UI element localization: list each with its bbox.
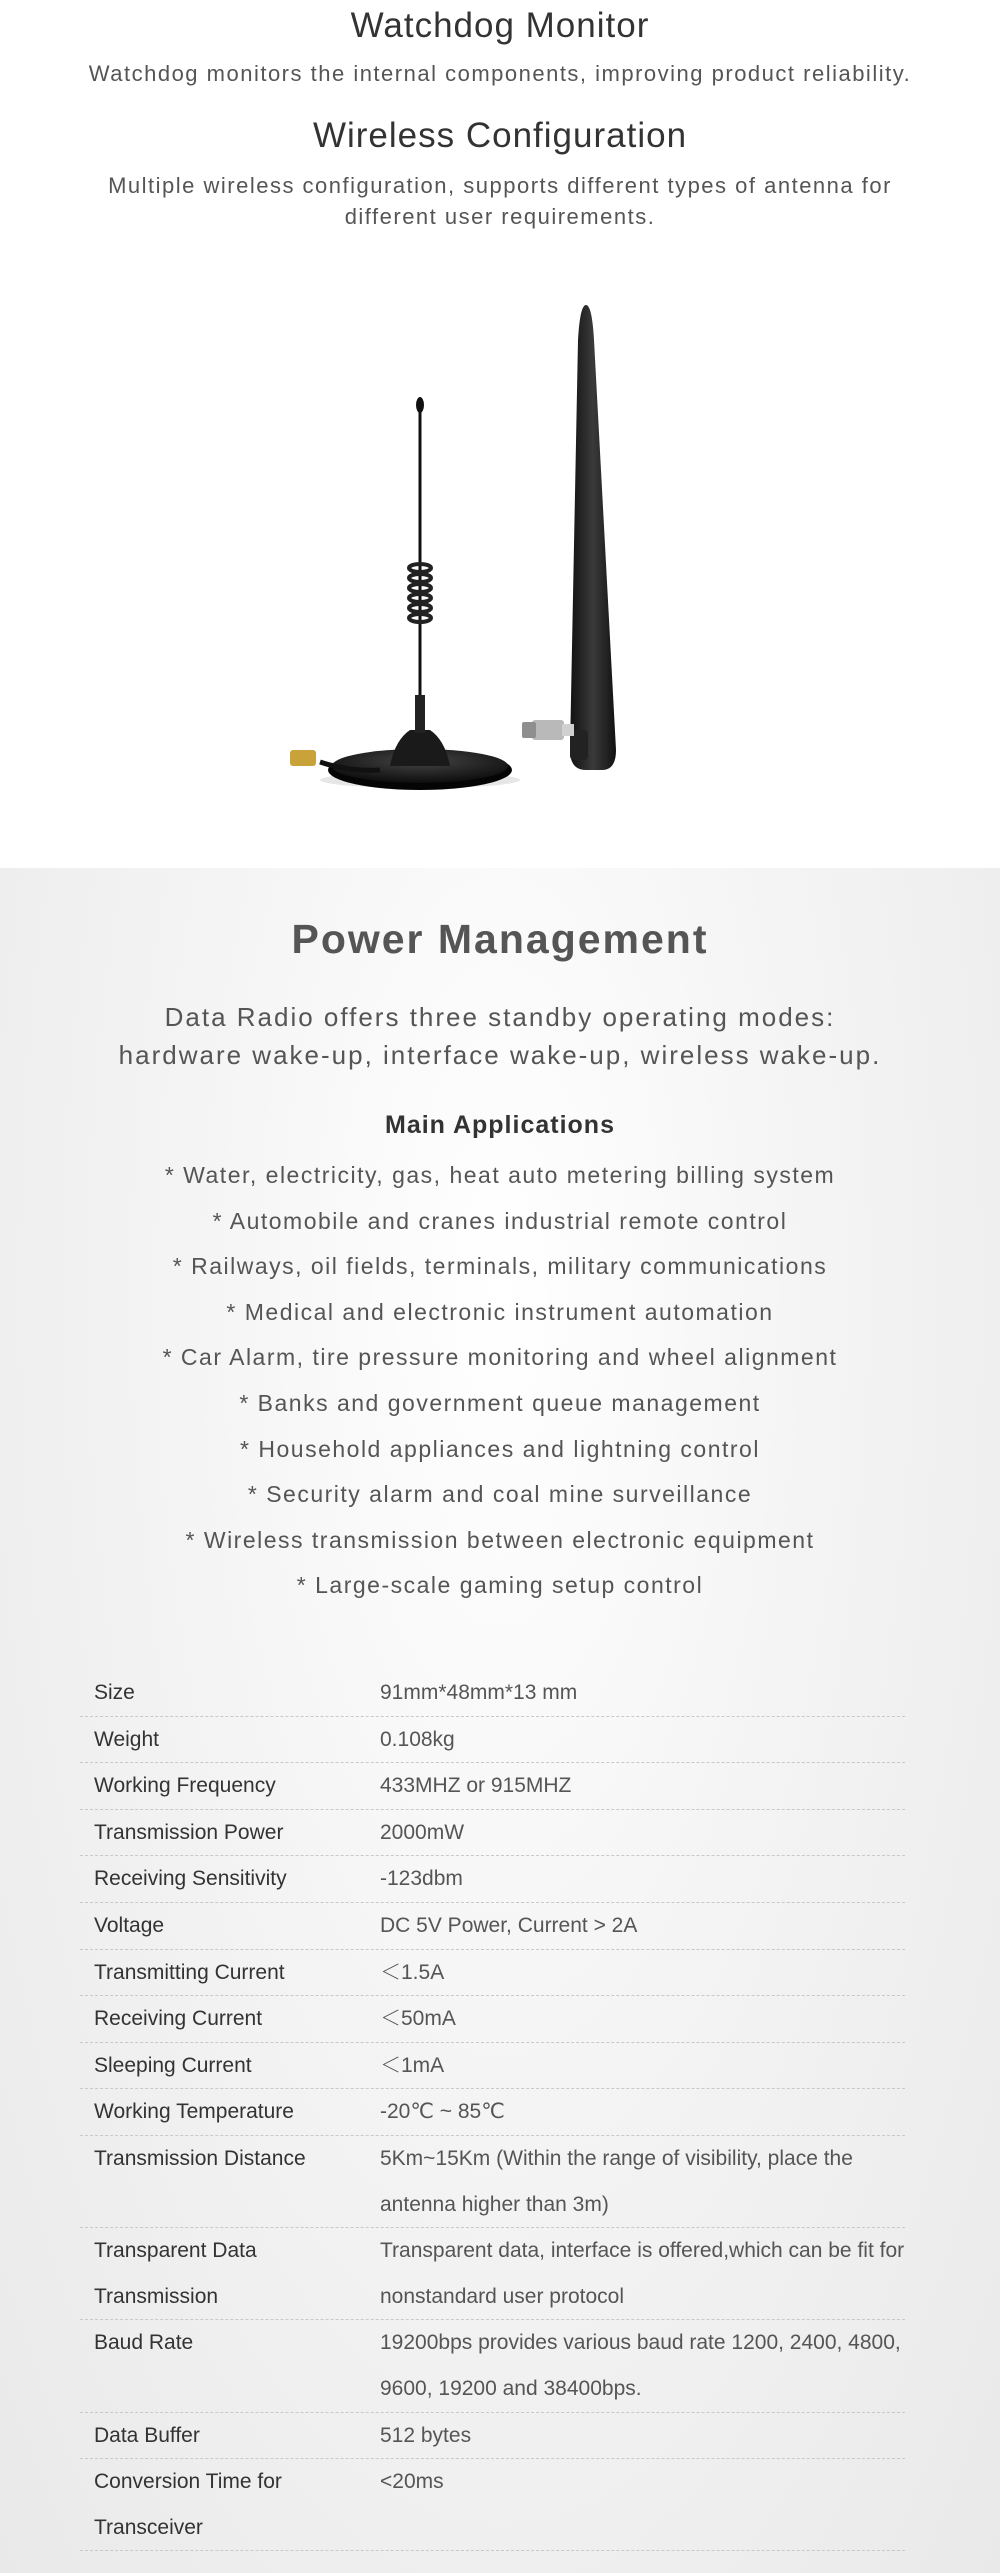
spec-value: -20℃ ~ 85℃ bbox=[380, 2100, 505, 2124]
wireless-title: Wireless Configuration bbox=[312, 116, 688, 155]
spec-value: 0.108kg bbox=[380, 1727, 455, 1751]
spec-value: DC 5V Power, Current > 2A bbox=[380, 1913, 638, 1937]
watchdog-description: Watchdog monitors the internal components, improving product reliability. bbox=[88, 61, 912, 86]
table-row bbox=[80, 2089, 905, 2136]
list-item: * Security alarm and coal mine surveillance bbox=[247, 1481, 753, 1508]
spec-value: ＜1mA bbox=[380, 2053, 445, 2077]
list-item: * Automobile and cranes industrial remote control bbox=[212, 1207, 788, 1234]
table-row bbox=[80, 2413, 905, 2460]
spec-label: Receiving Sensitivity bbox=[94, 1867, 287, 1891]
table-row bbox=[80, 1856, 905, 1903]
list-item: * Railways, oil fields, terminals, military communications bbox=[172, 1253, 828, 1280]
applications-list bbox=[0, 1153, 1000, 1609]
table-row bbox=[80, 1996, 905, 2043]
spec-value: -123dbm bbox=[380, 1867, 463, 1891]
list-item: * Wireless transmission between electronic equipment bbox=[185, 1526, 815, 1553]
spec-label: Size bbox=[94, 1681, 135, 1704]
antenna-product-image bbox=[270, 300, 690, 800]
table-row bbox=[80, 1670, 905, 1717]
spec-value: 5Km~15Km (Within the range of visibility, place the antenna higher than 3m) bbox=[380, 2146, 853, 2216]
spec-label: Weight bbox=[94, 1727, 159, 1751]
table-row bbox=[80, 1810, 905, 1857]
specifications-table bbox=[80, 1670, 905, 2551]
power-desc-line-1: Data Radio offers three standby operating modes: bbox=[164, 1002, 836, 1032]
power-management-description bbox=[0, 998, 1000, 1074]
spec-value: ＜50mA bbox=[380, 2007, 456, 2031]
spec-label: Working Temperature bbox=[94, 2100, 294, 2124]
spec-label: Transmitting Current bbox=[94, 1960, 285, 1984]
list-item: * Large-scale gaming setup control bbox=[296, 1572, 704, 1599]
list-item: * Water, electricity, gas, heat auto metering billing system bbox=[164, 1162, 836, 1188]
spec-value: 91mm*48mm*13 mm bbox=[380, 1681, 578, 1704]
table-row bbox=[80, 2228, 905, 2320]
spec-label: Conversion Time for Transceiver bbox=[94, 2470, 282, 2539]
spec-value: 19200bps provides various baud rate 1200, 2400, 4800, 9600, 19200 and 38400bps. bbox=[380, 2331, 901, 2400]
table-row bbox=[80, 1763, 905, 1810]
table-row bbox=[80, 1950, 905, 1997]
spec-value: 433MHZ or 915MHZ bbox=[380, 1774, 572, 1798]
list-item: * Car Alarm, tire pressure monitoring and wheel alignment bbox=[162, 1344, 838, 1371]
spec-label: Transmission Distance bbox=[94, 2146, 306, 2170]
table-row bbox=[80, 2043, 905, 2090]
list-item: * Medical and electronic instrument automation bbox=[226, 1298, 774, 1325]
list-item: * Household appliances and lightning control bbox=[240, 1435, 760, 1462]
power-desc-line-2: hardware wake-up, interface wake-up, wireless wake-up. bbox=[118, 1040, 882, 1070]
table-row bbox=[80, 1903, 905, 1950]
spec-label: Working Frequency bbox=[94, 1774, 276, 1798]
power-management-section bbox=[0, 868, 1000, 2573]
spec-label: Transparent Data Transmission bbox=[94, 2239, 257, 2308]
list-item: * Banks and government queue management bbox=[239, 1389, 761, 1416]
spec-value: <20ms bbox=[380, 2470, 444, 2494]
table-row bbox=[80, 1717, 905, 1764]
table-row bbox=[80, 2459, 905, 2551]
main-applications-title: Main Applications bbox=[385, 1111, 615, 1139]
spec-value: ＜1.5A bbox=[380, 1960, 445, 1984]
spec-label: Transmission Power bbox=[94, 1820, 284, 1844]
spec-label: Receiving Current bbox=[94, 2007, 263, 2031]
table-row bbox=[80, 2320, 905, 2412]
spec-label: Baud Rate bbox=[94, 2331, 194, 2355]
top-section bbox=[0, 0, 1000, 868]
spec-value: 512 bytes bbox=[380, 2423, 472, 2447]
spec-label: Sleeping Current bbox=[94, 2053, 252, 2077]
table-row bbox=[80, 2136, 905, 2228]
watchdog-title: Watchdog Monitor bbox=[350, 6, 650, 45]
wireless-description: Multiple wireless configuration, supports different types of antenna for different user requirements. bbox=[108, 173, 892, 229]
spec-label: Voltage bbox=[94, 1913, 165, 1937]
spec-value: 2000mW bbox=[380, 1820, 465, 1844]
spec-value: Transparent data, interface is offered,which can be fit for nonstandard user protocol bbox=[380, 2239, 905, 2308]
power-management-title: Power Management bbox=[291, 916, 709, 962]
spec-label: Data Buffer bbox=[94, 2423, 200, 2447]
